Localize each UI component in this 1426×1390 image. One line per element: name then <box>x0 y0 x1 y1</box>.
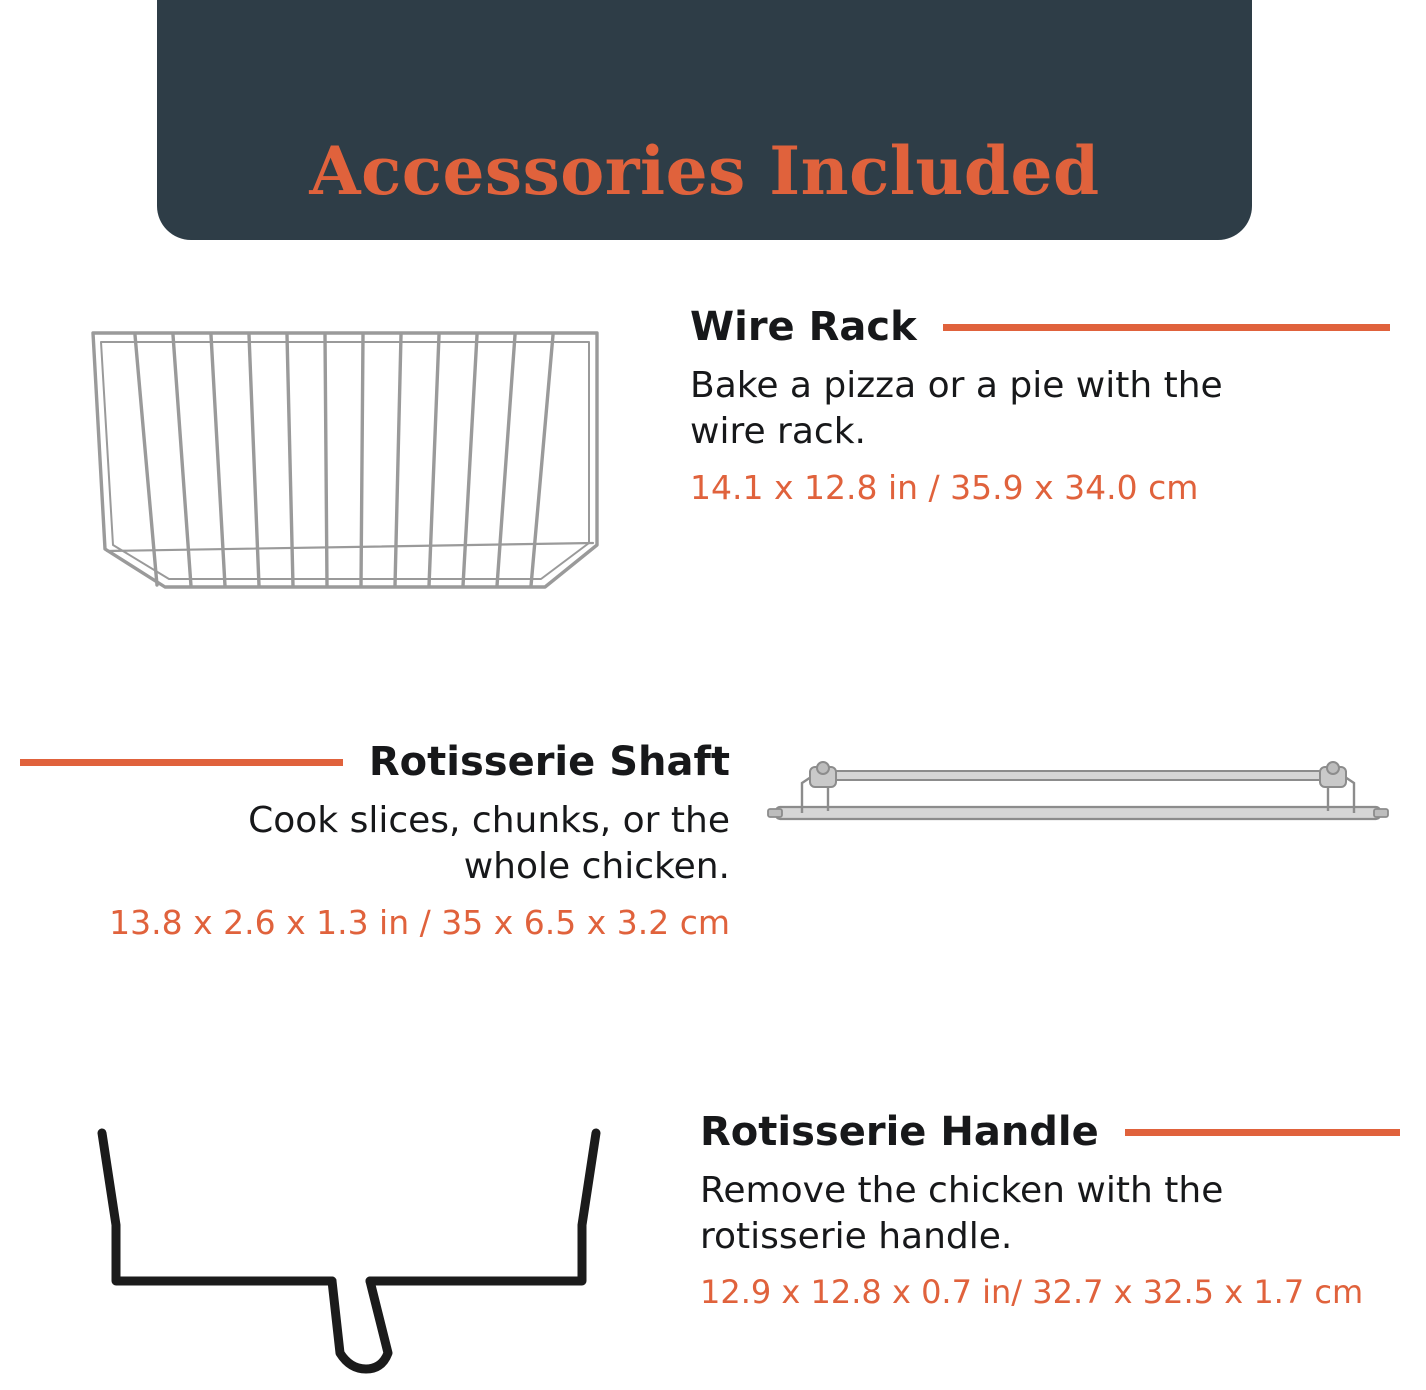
title-accent-rule <box>1125 1129 1400 1136</box>
page-title: Accessories Included <box>309 132 1100 210</box>
header-banner <box>157 0 1252 240</box>
accessory-dimensions: 12.9 x 12.8 x 0.7 in/ 32.7 x 32.5 x 1.7 cm <box>700 1273 1364 1312</box>
accessory-title: Rotisserie Shaft <box>368 739 730 785</box>
rotisserie-handle-image <box>0 1110 700 1390</box>
wire-rack-title-line <box>690 305 1390 349</box>
accessory-description: Cook slices, chunks, or the whole chicken. <box>248 800 730 888</box>
title-accent-rule <box>943 324 1390 331</box>
wire-rack-text <box>690 305 1426 625</box>
accessory-title: Wire Rack <box>690 304 917 350</box>
accessory-row-wire-rack <box>0 305 1426 625</box>
accessory-description: Remove the chicken with the rotisserie handle. <box>700 1170 1224 1258</box>
accessory-description: Bake a pizza or a pie with the wire rack. <box>690 365 1223 453</box>
accessory-title: Rotisserie Handle <box>700 1109 1099 1155</box>
rotisserie-shaft-title-line <box>20 740 730 784</box>
rotisserie-handle-title-line <box>700 1110 1400 1154</box>
rotisserie-handle-text <box>700 1110 1426 1390</box>
wire-rack-image <box>0 305 690 625</box>
accessory-row-rotisserie-handle <box>0 1110 1426 1390</box>
accessory-row-rotisserie-shaft <box>0 740 1426 943</box>
accessory-dimensions: 14.1 x 12.8 in / 35.9 x 34.0 cm <box>690 468 1199 508</box>
title-accent-rule <box>20 759 343 766</box>
accessory-dimensions: 13.8 x 2.6 x 1.3 in / 35 x 6.5 x 3.2 cm <box>109 903 730 943</box>
rotisserie-shaft-image <box>730 740 1426 890</box>
rotisserie-shaft-text <box>0 740 730 943</box>
